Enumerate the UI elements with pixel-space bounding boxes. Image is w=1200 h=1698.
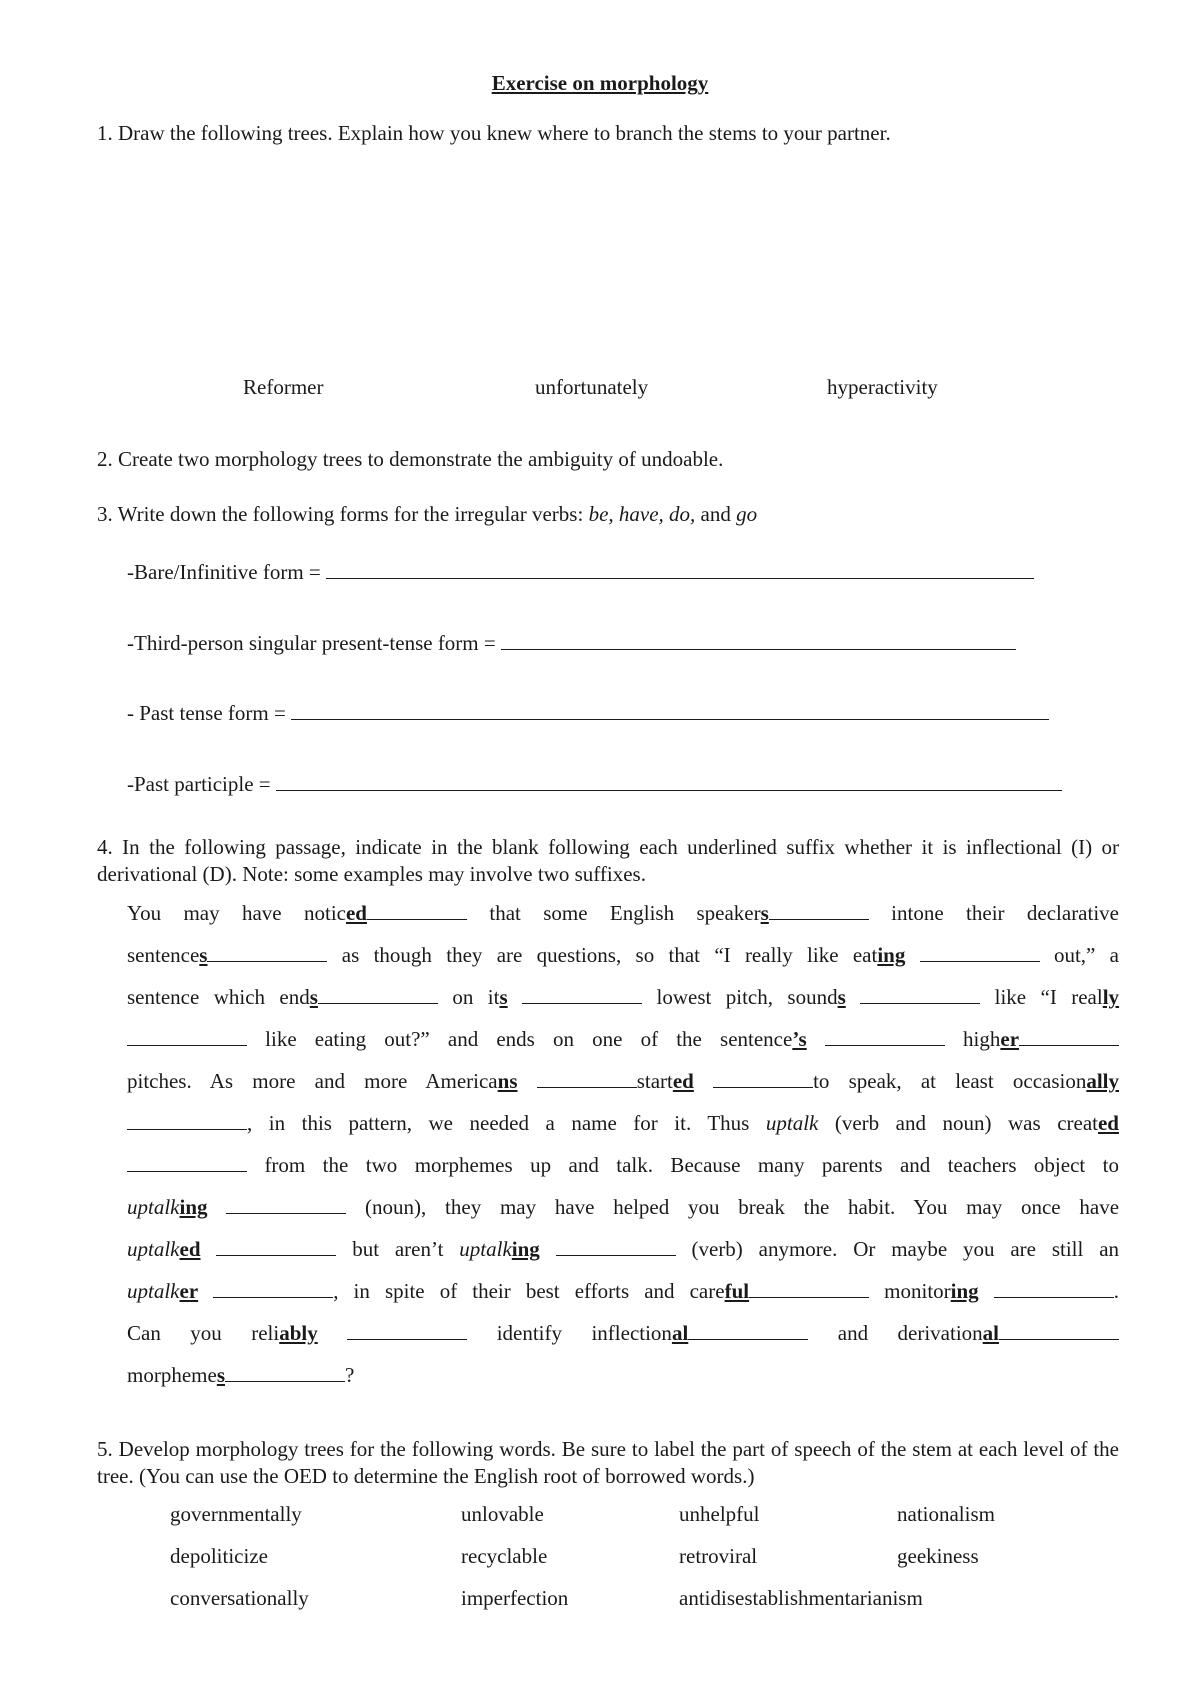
- suffix: s: [760, 901, 769, 925]
- suffix: ful: [724, 1279, 750, 1303]
- passage: [127, 892, 1119, 1396]
- word-item: conversationally: [170, 1586, 309, 1610]
- answer-blank[interactable]: [522, 985, 642, 1004]
- answer-blank[interactable]: [213, 1279, 333, 1298]
- question-2: 2. Create two morphology trees to demonstrate the ambiguity of undoable.: [97, 447, 724, 471]
- passage-line: You may have noticed that some English speakers intone their declarative: [127, 901, 1119, 925]
- suffix: ing: [950, 1279, 979, 1303]
- word-item: depoliticize: [170, 1544, 268, 1568]
- answer-blank[interactable]: [1019, 1027, 1119, 1046]
- suffix: ly: [1102, 985, 1120, 1009]
- suffix: ing: [877, 943, 906, 967]
- word-item: unhelpful: [679, 1502, 760, 1526]
- answer-blank[interactable]: [216, 1237, 336, 1256]
- word-item: nationalism: [897, 1502, 995, 1526]
- answer-blank[interactable]: [860, 985, 980, 1004]
- answer-blank[interactable]: [127, 1111, 247, 1130]
- answer-blank[interactable]: [347, 1321, 467, 1340]
- answer-blank[interactable]: [501, 629, 1016, 650]
- word-item: recyclable: [461, 1544, 548, 1568]
- tree-word: Reformer: [243, 375, 324, 399]
- verb-and: and: [700, 502, 731, 526]
- page-title: Exercise on morphology: [491, 71, 709, 95]
- word-item: retroviral: [679, 1544, 758, 1568]
- answer-blank[interactable]: [999, 1321, 1119, 1340]
- question-3: [97, 502, 757, 527]
- suffix: s: [199, 943, 208, 967]
- suffix: ably: [279, 1321, 318, 1345]
- suffix: er: [1000, 1027, 1020, 1051]
- answer-blank[interactable]: [367, 901, 467, 920]
- answer-blank[interactable]: [688, 1321, 808, 1340]
- word-item: unlovable: [461, 1502, 544, 1526]
- answer-blank[interactable]: [127, 1153, 247, 1172]
- passage-line: from the two morphemes up and talk. Because many parents and teachers object to: [127, 1144, 1119, 1186]
- passage-line: uptalking (noun), they may have helped you break the habit. You may once have: [127, 1195, 1120, 1219]
- suffix: ’s: [792, 1027, 807, 1051]
- passage-line: morphemes ?: [127, 1363, 355, 1387]
- question-1: 1. Draw the following trees. Explain how you knew where to branch the stems to your partner.: [97, 121, 891, 145]
- answer-blank[interactable]: [276, 770, 1062, 791]
- suffix: er: [179, 1279, 199, 1303]
- passage-line: uptalker , in spite of their best efforts and careful monitoring .: [127, 1279, 1120, 1303]
- tree-word: hyperactivity: [827, 375, 938, 399]
- suffix: s: [499, 985, 508, 1009]
- form-label: -Third-person singular present-tense form =: [127, 631, 501, 655]
- passage-line: , in this pattern, we needed a name for it. Thus uptalk (verb and noun) was created: [127, 1102, 1119, 1144]
- answer-blank[interactable]: [713, 1069, 813, 1088]
- suffix: s: [309, 985, 318, 1009]
- word-item: geekiness: [897, 1544, 979, 1568]
- word-item: imperfection: [461, 1586, 569, 1610]
- answer-blank[interactable]: [825, 1027, 945, 1046]
- suffix: ed: [179, 1237, 201, 1261]
- answer-blank[interactable]: [326, 558, 1034, 579]
- answer-blank[interactable]: [920, 943, 1040, 962]
- passage-line: sentence which ends on its lowest pitch, sounds like “I really: [127, 985, 1120, 1009]
- answer-blank[interactable]: [225, 1363, 345, 1382]
- word-item: antidisestablishmentarianism: [679, 1586, 923, 1610]
- verb-do: do,: [669, 502, 696, 526]
- suffix: ally: [1086, 1069, 1120, 1093]
- passage-line: pitches. As more and more Americans started to speak, at least occasionally: [127, 1069, 1120, 1093]
- verb-go: go: [736, 502, 758, 526]
- passage-line: uptalked but aren’t uptalking (verb) anymore. Or maybe you are still an: [127, 1237, 1120, 1261]
- suffix: ed: [672, 1069, 694, 1093]
- answer-blank[interactable]: [226, 1195, 346, 1214]
- passage-line: Can you reliably identify inflectional and derivational: [127, 1312, 1119, 1354]
- question-5: 5. Develop morphology trees for the following words. Be sure to label the part of speech of the stem at each level of the tree. (You can use the OED to determine the English root of borrowed words.): [97, 1437, 1119, 1488]
- suffix: ed: [345, 901, 367, 925]
- suffix: ns: [497, 1069, 518, 1093]
- form-row-infinitive: [127, 558, 1034, 585]
- form-label: -Past participle =: [127, 772, 276, 796]
- form-label: - Past tense form =: [127, 701, 292, 725]
- answer-blank[interactable]: [127, 1027, 247, 1046]
- answer-blank[interactable]: [769, 901, 869, 920]
- answer-blank[interactable]: [318, 985, 438, 1004]
- answer-blank[interactable]: [994, 1279, 1114, 1298]
- passage-line: like eating out?” and ends on one of the sentence’s higher: [127, 1018, 1119, 1060]
- form-row-past-tense: [127, 699, 1049, 726]
- suffix: s: [837, 985, 846, 1009]
- word-item: governmentally: [170, 1502, 302, 1526]
- answer-blank[interactable]: [556, 1237, 676, 1256]
- suffix: al: [671, 1321, 689, 1345]
- suffix: s: [216, 1363, 225, 1387]
- form-row-past-participle: [127, 770, 1062, 797]
- question-4-intro: 4. In the following passage, indicate in the blank following each underlined suffix whether it is inflectional (I) or derivational (D). Note: some examples may involve two suffixes.: [97, 835, 1119, 886]
- verb-be: be,: [588, 502, 614, 526]
- form-label: -Bare/Infinitive form =: [127, 560, 327, 584]
- passage-line: sentences as though they are questions, so that “I really like eating out,” a: [127, 943, 1120, 967]
- answer-blank[interactable]: [291, 699, 1049, 720]
- tree-word: unfortunately: [535, 375, 649, 399]
- suffix: ing: [179, 1195, 208, 1219]
- answer-blank[interactable]: [207, 943, 327, 962]
- verb-have: have,: [618, 502, 664, 526]
- suffix: ed: [1097, 1111, 1119, 1135]
- answer-blank[interactable]: [749, 1279, 869, 1298]
- suffix: ing: [511, 1237, 540, 1261]
- suffix: al: [982, 1321, 1000, 1345]
- question-3-intro: 3. Write down the following forms for the irregular verbs:: [97, 502, 589, 526]
- form-row-third-person: [127, 629, 1016, 656]
- answer-blank[interactable]: [537, 1069, 637, 1088]
